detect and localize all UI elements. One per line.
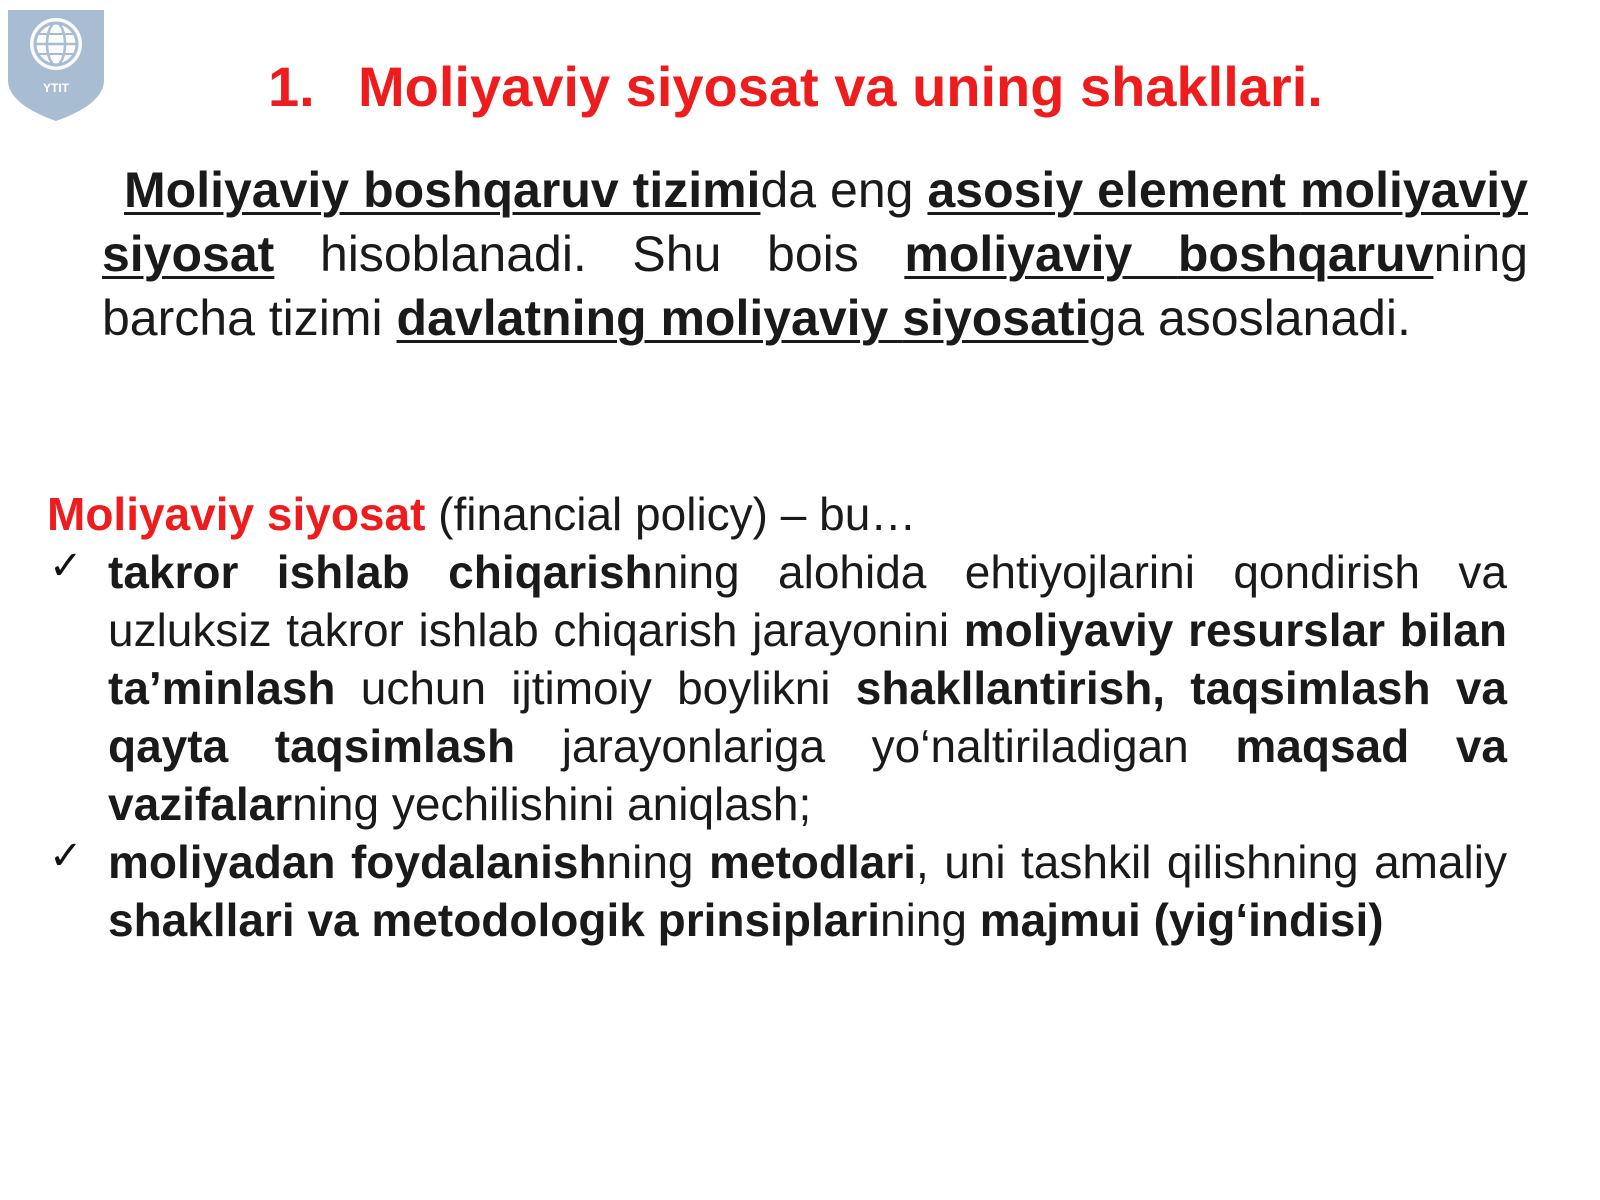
text-run: ning — [880, 894, 980, 946]
text-run: ga asoslanadi. — [1088, 290, 1411, 346]
text-run: ning — [606, 836, 709, 888]
list-item — [47, 543, 1507, 833]
logo-caption: YTIT — [43, 81, 69, 95]
underlined-term: asosiy element — [927, 162, 1301, 218]
bold-term: takror ishlab chiqarish — [108, 546, 653, 598]
bold-term: shakllari va metodologik prinsiplari — [108, 894, 881, 946]
bold-term: shakllantirish, taqsimlash va qayta taqsimlash — [108, 662, 1507, 772]
text-run: uchun ijtimoiy boylikni — [335, 662, 856, 714]
text-run: jarayonlariga yo‘naltiriladigan — [515, 720, 1236, 772]
title-number: 1. — [268, 55, 315, 118]
text-run: ning alohida ehtiyojlarini qondirish va uzluksiz takror ishlab chiqarish jarayonini — [108, 546, 1507, 656]
bold-term: maqsad va vazifalar — [108, 720, 1507, 830]
check-icon: ✓ — [49, 833, 83, 879]
text-run: hisoblanadi. Shu bois — [274, 226, 905, 282]
definition-term: Moliyaviy siyosat — [47, 488, 426, 540]
text-run: ning barcha tizimi — [102, 226, 1529, 346]
underlined-term: moliyaviy siyosat — [102, 162, 1528, 282]
definition-rest: (financial policy) – bu… — [425, 488, 917, 540]
underlined-term: davlatning moliyaviy — [396, 290, 903, 346]
underlined-term: siyosati — [902, 290, 1089, 346]
underlined-term: Moliyaviy boshqaruv tizimi — [124, 162, 761, 218]
institute-logo — [6, 8, 106, 123]
text-run: , uni tashkil qilishning amaliy — [916, 836, 1507, 888]
intro-paragraph — [102, 158, 1528, 350]
bold-term: majmui (yig‘indisi) — [979, 894, 1384, 946]
list-item — [47, 833, 1507, 949]
text-run: da eng — [760, 162, 928, 218]
bold-term: metodlari — [708, 836, 916, 888]
underlined-term: boshqaruv — [1177, 226, 1434, 282]
check-icon: ✓ — [49, 543, 83, 589]
underlined-term: moliyaviy — [904, 226, 1178, 282]
slide-title — [268, 54, 1568, 120]
bold-term: moliyadan foydalanish — [108, 836, 607, 888]
definition-heading — [47, 486, 916, 542]
bold-term: moliyaviy resurslar bilan ta’minlash — [108, 604, 1507, 714]
text-run: ning yechilishini aniqlash; — [292, 778, 812, 830]
definition-list — [47, 543, 1507, 949]
title-text: Moliyaviy siyosat va uning shakllari. — [358, 55, 1323, 118]
